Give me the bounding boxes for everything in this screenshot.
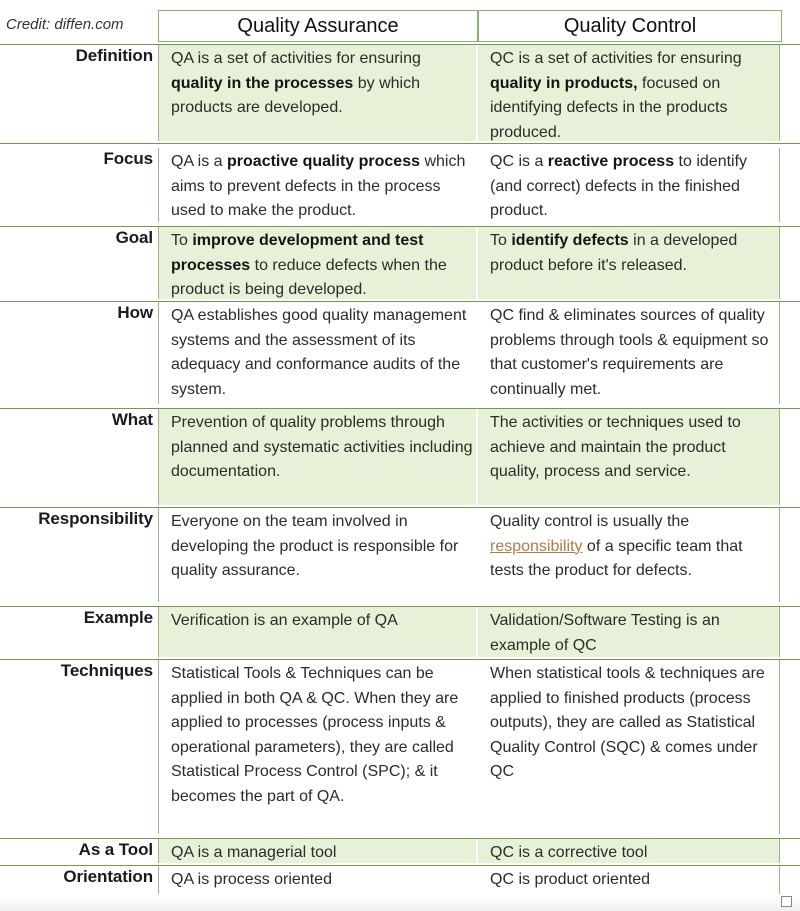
qa-text: QA establishes good quality management systems and the assessment of its adequacy and conformance audits of the system.: [171, 307, 467, 398]
table-row-responsibility: [0, 508, 800, 604]
qc-cell-responsibility: [478, 508, 780, 602]
qa-text: Verification is an example of QA: [171, 612, 398, 629]
table-row-what: [0, 408, 800, 508]
qc-text: To: [490, 232, 512, 249]
bottom-shade: [0, 897, 800, 911]
qa-bold-phrase: improve development and test processes: [171, 232, 424, 274]
row-label-example: Example: [83, 608, 153, 627]
qc-cell-as-a-tool: [478, 839, 780, 863]
qc-text: When statistical tools & techniques are applied to finished products (process outputs), they are called as Statistical Quality Control (SQC) & comes under QC: [490, 665, 765, 780]
resize-handle-icon[interactable]: [781, 896, 792, 907]
qa-cell-as-a-tool: [158, 839, 476, 863]
qa-text: QA is a: [171, 153, 228, 170]
qc-text: QC is product oriented: [490, 871, 651, 888]
qc-text: QC find & eliminates sources of quality problems through tools & equipment so that customer's requirements are continually met.: [490, 307, 769, 398]
qc-text: QC is a set of activities for ensuring: [490, 50, 742, 67]
qc-text: focused on identifying defects in the products produced.: [490, 74, 728, 141]
qa-text: QA is a set of activities for ensuring: [171, 50, 421, 67]
table-row-example: [0, 606, 800, 660]
row-label-goal: Goal: [115, 228, 153, 247]
qc-column-header: Quality Control: [478, 10, 782, 42]
qc-bold-phrase: quality in products,: [490, 74, 638, 92]
qc-text: QC is a: [490, 153, 548, 170]
qc-bold-phrase: reactive process: [547, 153, 675, 170]
qa-cell-techniques: [158, 660, 476, 834]
table-row-techniques: [0, 660, 800, 836]
qa-bold-phrase: quality in the processes: [171, 74, 354, 92]
qa-cell-orientation: [158, 866, 476, 894]
qa-cell-how: [158, 302, 476, 404]
row-label-focus: Focus: [103, 149, 153, 168]
qa-text: which aims to prevent defects in the process used to make the product.: [171, 153, 466, 219]
table-row-as-a-tool: [0, 838, 800, 866]
qa-text: Prevention of quality problems through planned and systematic activities including documentation.: [171, 414, 473, 480]
table-row-goal: [0, 226, 800, 302]
responsibility-link[interactable]: responsibility: [490, 537, 583, 555]
qc-text: Validation/Software Testing is an example of QC: [490, 612, 720, 654]
qa-cell-focus: [158, 148, 476, 222]
qa-bold-phrase: proactive quality process: [227, 153, 420, 170]
qc-cell-example: [478, 607, 780, 657]
credit-text: Credit: diffen.com: [6, 16, 124, 33]
row-label-what: What: [111, 410, 153, 429]
qc-text: of a specific team that tests the product for defects.: [490, 537, 743, 579]
qc-cell-orientation: [478, 866, 780, 894]
table-row-focus: [0, 148, 800, 224]
qc-cell-goal: [478, 227, 780, 299]
qc-bold-phrase: identify defects: [511, 232, 629, 249]
qc-text: QC is a corrective tool: [490, 844, 648, 861]
row-label-responsibility: Responsibility: [38, 509, 153, 528]
qc-cell-techniques: [478, 660, 780, 834]
qc-cell-how: [478, 302, 780, 404]
row-label-techniques: Techniques: [60, 661, 153, 680]
table-row-definition: [0, 44, 800, 144]
qa-cell-what: [158, 409, 476, 505]
row-label-as-a-tool: As a Tool: [78, 840, 153, 859]
qc-text: The activities or techniques used to achieve and maintain the product quality, process and service.: [490, 414, 741, 480]
qa-column-header: Quality Assurance: [158, 10, 478, 42]
qa-text: To: [171, 232, 193, 249]
qc-cell-what: [478, 409, 780, 505]
qa-text: QA is a managerial tool: [171, 844, 337, 861]
qa-text: by which products are developed.: [171, 74, 420, 116]
qa-text: Everyone on the team involved in developing the product is responsible for quality assurance.: [171, 513, 459, 579]
qa-cell-example: [158, 607, 476, 657]
qc-cell-focus: [478, 148, 780, 222]
table-header: [0, 0, 800, 44]
qc-text: to identify (and correct) defects in the finished product.: [490, 153, 748, 219]
qa-text: to reduce defects when the product is being developed.: [171, 256, 447, 298]
qa-cell-definition: [158, 45, 476, 141]
qa-text: Statistical Tools & Techniques can be applied in both QA & QC. When they are applied to processes (process inputs & operational parameters), they are called Statistical Process Control (SPC); & it becomes the part of QA.: [171, 665, 459, 805]
qc-text: Quality control is usually the: [490, 513, 690, 530]
row-label-definition: Definition: [75, 46, 153, 65]
qa-cell-responsibility: [158, 508, 476, 602]
table-row-orientation: [0, 866, 800, 896]
table-row-how: [0, 302, 800, 406]
qa-text: QA is process oriented: [171, 871, 332, 888]
qc-cell-definition: [478, 45, 780, 141]
qc-text: in a developed product before it's released.: [490, 232, 738, 274]
row-label-how: How: [117, 303, 153, 322]
row-label-orientation: Orientation: [63, 867, 153, 886]
qa-cell-goal: [158, 227, 476, 299]
